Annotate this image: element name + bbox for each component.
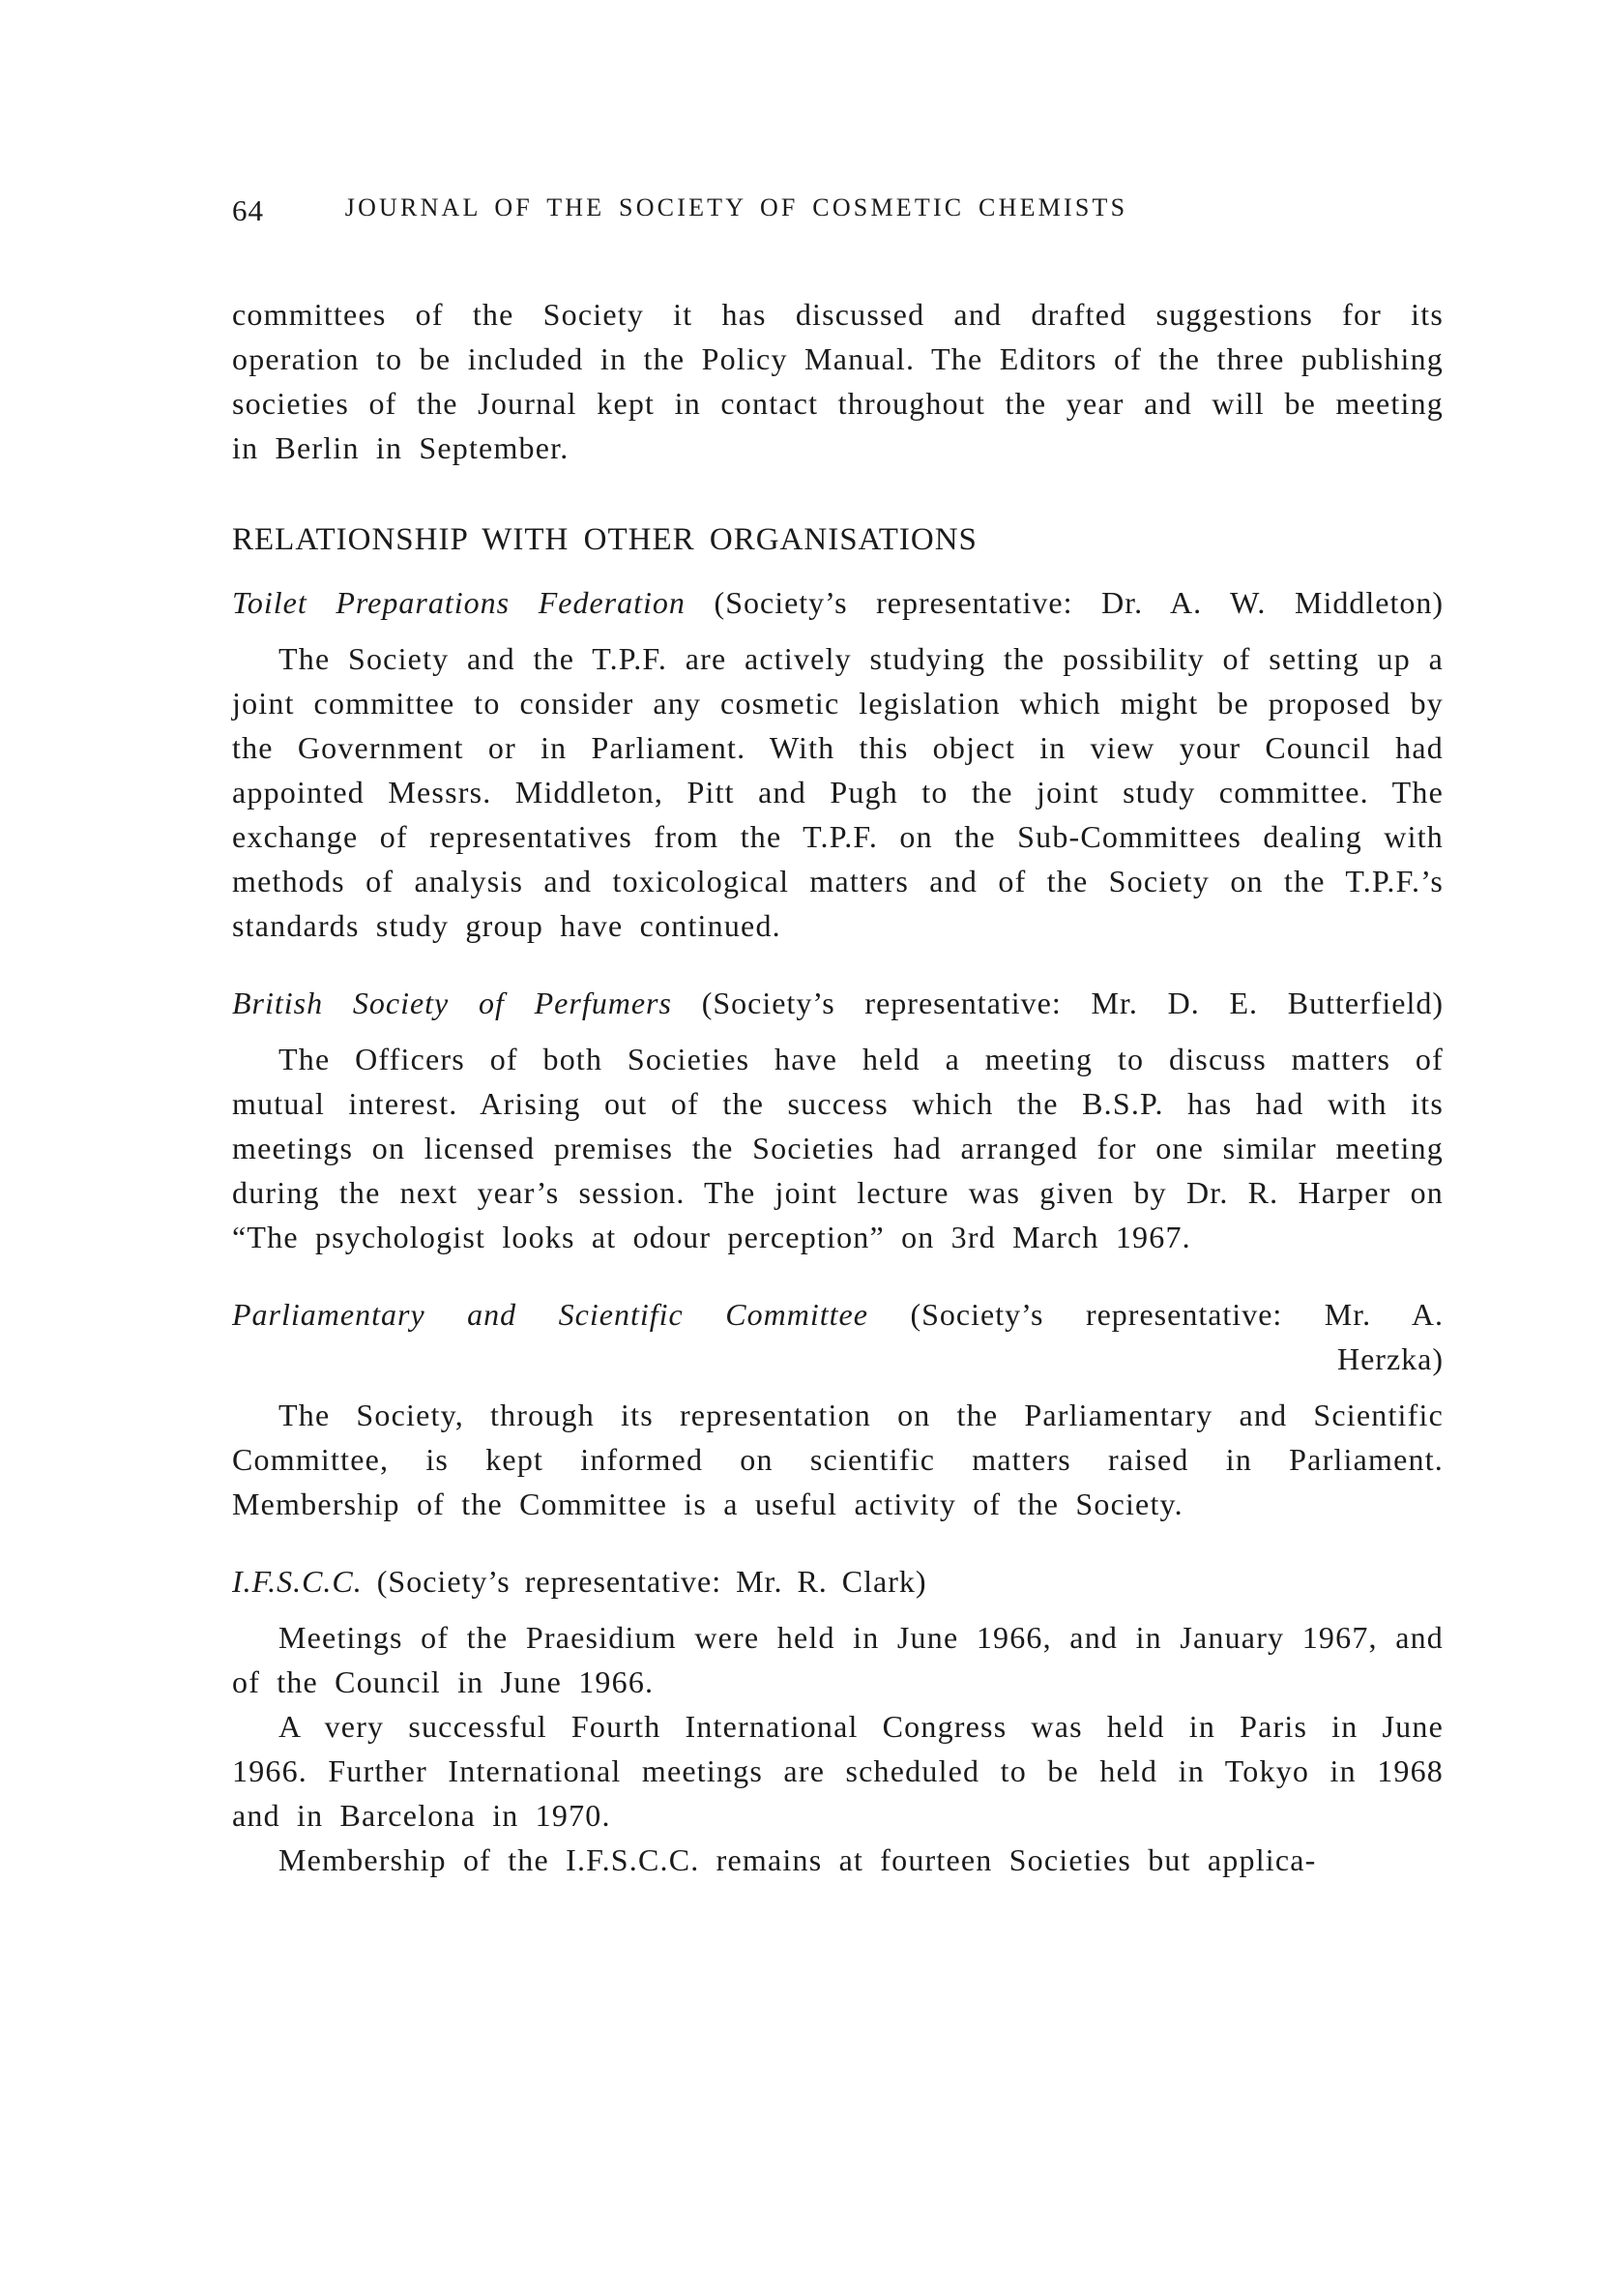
paragraph: Meetings of the Praesidium were held in June 1966, and in January 1967, and of the Council in June 1966. (232, 1620, 1444, 1699)
subsection-title (232, 1559, 1444, 1604)
subsection-title-overflow: Herzka) (1336, 1341, 1444, 1376)
subsection-toilet-preparations-federation (232, 580, 1444, 948)
subsection-ifscc (232, 1559, 1444, 1882)
subsection-title-name: I.F.S.C.C. (232, 1564, 363, 1599)
subsection-title-detail: (Society’s representative: Mr. R. Clark) (376, 1564, 927, 1599)
subsection-parliamentary-and-scientific-committee (232, 1292, 1444, 1526)
text-block (232, 0, 1444, 1882)
intro-paragraph: committees of the Society it has discussed and drafted suggestions for its operation to be included in the Policy Manual. The Editors of the three publishing societies of the Journal kept in contact throughout the year and will be meeting in Berlin in September. (232, 297, 1444, 465)
page-number: 64 (232, 193, 264, 227)
subsection-title (232, 981, 1444, 1025)
running-head: JOURNAL OF THE SOCIETY OF COSMETIC CHEMISTS (344, 193, 1128, 221)
subsection-british-society-of-perfumers (232, 981, 1444, 1259)
paragraph: Membership of the I.F.S.C.C. remains at fourteen Societies but applica- (278, 1842, 1317, 1877)
subsection-title-name: Parliamentary and Scientific Committee (232, 1297, 868, 1332)
subsection-title (232, 580, 1444, 625)
subsection-title-detail: (Society’s representative: Mr. A. (910, 1297, 1445, 1332)
running-header (232, 193, 1444, 232)
subsection-title (232, 1292, 1444, 1337)
paragraph: The Society, through its representation on the Parliamentary and Scientific Committee, is kept informed on scientific matters raised in Parliament. Membership of the Committee is a useful activity of the Society. (232, 1398, 1444, 1521)
subsection-title-name: Toilet Preparations Federation (232, 585, 686, 620)
subsection-title-name: British Society of Perfumers (232, 986, 672, 1020)
paragraph: The Society and the T.P.F. are actively studying the possibility of setting up a joint committee to consider any cosmetic legislation which might be proposed by the Government or in Parliament. With this object in view your Council had appointed Messrs. Middleton, Pitt and Pugh to the joint study committee. The exchange of representatives from the T.P.F. on the Sub-Committees dealing with methods of analysis and toxicological matters and of the Society on the T.P.F.’s standards study group have continued. (232, 641, 1444, 943)
paragraph: The Officers of both Societies have held a meeting to discuss matters of mutual interest. Arising out of the success which the B.S.P. has had with its meetings on licensed premises the Societies had arranged for one similar meeting during the next year’s session. The joint lecture was given by Dr. R. Harper on “The psychologist looks at odour perception” on 3rd March 1967. (232, 1042, 1444, 1254)
paragraph: A very successful Fourth International Congress was held in Paris in June 1966. Further International meetings are scheduled to be held in Tokyo in 1968 and in Barcelona in 1970. (232, 1709, 1444, 1833)
section-heading: RELATIONSHIP WITH OTHER ORGANISATIONS (232, 522, 978, 557)
subsection-title-detail: (Society’s representative: Dr. A. W. Middleton) (714, 585, 1445, 620)
subsection-title-detail: (Society’s representative: Mr. D. E. Butterfield) (701, 986, 1445, 1020)
